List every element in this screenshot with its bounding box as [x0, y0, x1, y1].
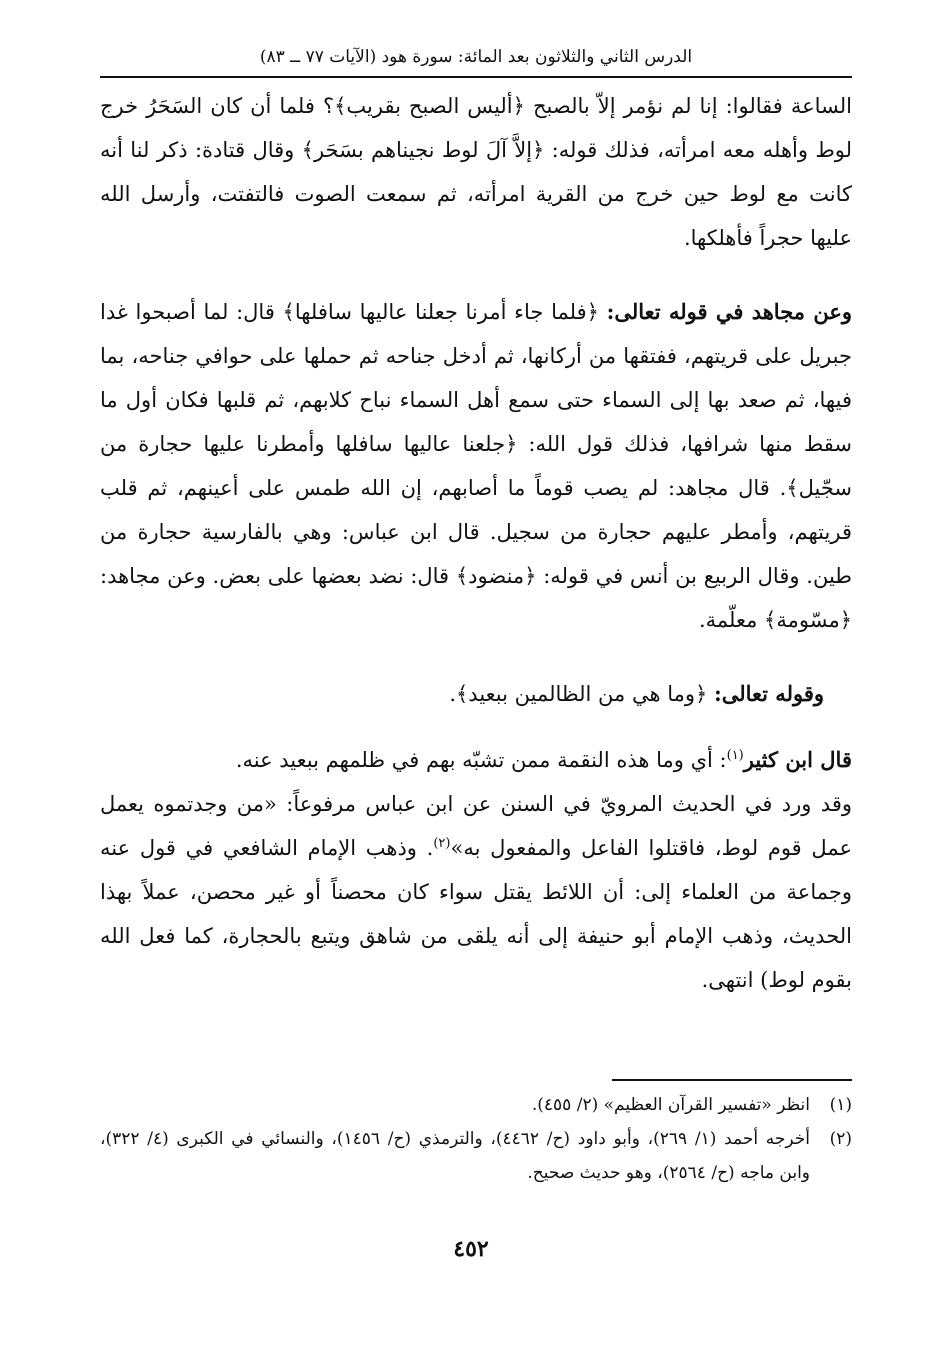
paragraph-3-text: ﴿وما هي من الظالمين ببعيد﴾. [449, 682, 714, 706]
page-number: ٤٥٢ [453, 1236, 489, 1262]
paragraph-2-lead: وعن مجاهد في قوله تعالى: [606, 299, 852, 324]
paragraph-2-text: ﴿فلما جاء أمرنا جعلنا عاليها سافلها﴾ قال: لما أصبحوا غدا جبريل على قريتهم، ففتقها من أركانها، ثم أدخل جناحه ثم حملها على حوافي جناحه، بما فيها، ثم صعد بها إلى السماء حتى سمع أهل السماء نباح كلابهم، ثم قلبها فكان أول ما سقط منها شرافها، فذلك قول الله: ﴿جلعنا عاليها سافلها وأمطرنا عليها حجارة من سجّيل﴾. قال مجاهد: لم يصب قوماً ما أصابهم، إن الله طمس على أعينهم، ثم قلب قريتهم، وأمطر عليهم حجارة من سجيل. قال ابن عباس: وهي بالفارسية حجارة من طين. وقال الربيع بن أنس في قوله: ﴿منضود﴾ قال: نضد بعضها على بعض. وعن مجاهد: ﴿مسّومة﴾ معلّمة. [100, 300, 852, 632]
footnotes [100, 1088, 852, 1190]
footnote-ref-2: (٢) [433, 836, 451, 851]
paragraph-5-text: وقد ورد في الحديث المرويّ في السنن عن ابن عباس مرفوعاً: «من وجدتموه يعمل عمل قوم لوط، فاقتلوا الفاعل والمفعول به» [100, 792, 852, 860]
paragraph-3 [100, 672, 852, 716]
footnote-1-text: انظر «تفسير القرآن العظيم» (٢/ ٤٥٥). [531, 1095, 810, 1115]
footnote-1-marker: (١) [829, 1095, 852, 1115]
paragraph-4-lead: قال ابن كثير [743, 747, 852, 772]
paragraph-1: الساعة فقالوا: إنا لم نؤمر إلاّ بالصبح ﴿أليس الصبح بقريب﴾؟ فلما أن كان السَحَرُ خرج لوط وأهله معه امرأته، فذلك قوله: ﴿إلاَّ آلَ لوط نجيناهم بسَحَر﴾ وقال قتادة: ذكر لنا أنه كانت مع لوط حين خرج من القرية امرأته، ثم سمعت الصوت فالتفتت، وأرسل الله عليها حجراً فأهلكها. [100, 94, 852, 250]
paragraph-4-text: : أي وما هذه النقمة ممن تشبّه بهم في ظلمهم ببعيد عنه. [235, 748, 727, 772]
footnote-1 [100, 1088, 852, 1122]
paragraph-5 [100, 782, 852, 1002]
footnote-2-text: أخرجه أحمد (١/ ٢٦٩)، وأبو داود (ح/ ٤٤٦٢)، والترمذي (ح/ ١٤٥٦)، والنسائي في الكبرى (٤/ ٣٢٢)، وابن ماجه (ح/ ٢٥٦٤)، وهو حديث صحيح. [100, 1129, 810, 1183]
footnote-rule [612, 1079, 852, 1081]
header-rule [100, 76, 852, 78]
footnote-2-marker: (٢) [829, 1129, 852, 1149]
running-header: الدرس الثاني والثلاثون بعد المائة: سورة هود (الآيات ٧٧ ــ ٨٣) [259, 47, 693, 67]
paragraph-5-text-cont: . وذهب الإمام الشافعي في قول عنه وجماعة من العلماء إلى: أن اللائط يقتل سواء كان محصناً أو غير محصن، عملاً بهذا الحديث، وذهب الإمام أبو حنيفة إلى أنه يلقى من شاهق ويتبع بالحجارة، كما فعل الله بقوم لوط) انتهى. [100, 836, 852, 992]
footnote-ref-1: (١) [726, 748, 744, 763]
paragraph-2 [100, 290, 852, 642]
footnote-2 [100, 1122, 852, 1190]
paragraph-3-lead: وقوله تعالى: [713, 681, 824, 706]
paragraph-4 [100, 738, 852, 782]
main-text [100, 84, 852, 1002]
